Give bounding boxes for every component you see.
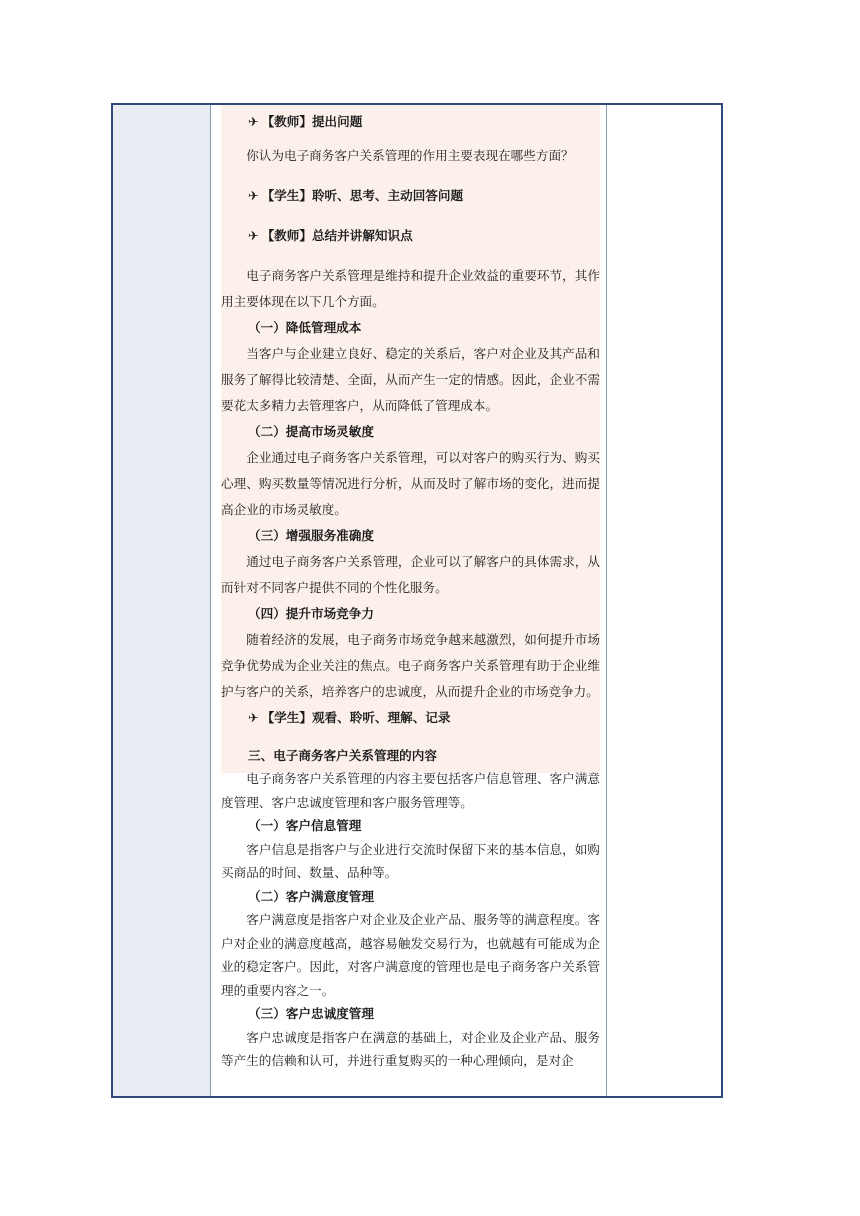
point-text: 随着经济的发展，电子商务市场竞争越来越激烈，如何提升市场竞争优势成为企业关注的焦点。电子商务客户关系管理有助于企业维护与客户的关系，培养客户的忠诚度，从而提升企业的市场竞争力。 (221, 632, 600, 699)
airplane-icon: ✈ (248, 710, 259, 725)
item-text: 客户满意度是指客户对企业及企业产品、服务等的满意程度。客户对企业的满意度越高，越容易触发交易行为，也就越有可能成为企业的稳定客户。因此，对客户满意度的管理也是电子商务客户关系管理的重要内容之一。 (221, 912, 600, 998)
section-intro: 电子商务客户关系管理的内容主要包括客户信息管理、客户满意度管理、客户忠诚度管理和客户服务管理等。 (221, 771, 600, 810)
point-text: 通过电子商务客户关系管理，企业可以了解客户的具体需求，从而针对不同客户提供不同的个性化服务。 (221, 554, 600, 595)
table-content-column (211, 105, 608, 1096)
item-heading: （三）客户忠诚度管理 (248, 1006, 374, 1021)
student-record-tag: ✈ 【学生】观看、聆听、理解、记录 (248, 710, 451, 725)
point-heading: （四）提升市场竞争力 (248, 606, 374, 621)
item-text: 客户忠诚度是指客户在满意的基础上，对企业及企业产品、服务等产生的信赖和认可，并进行重复购买的一种心理倾向，是对企 (221, 1029, 600, 1068)
point-text: 企业通过电子商务客户关系管理，可以对客户的购买行为、购买心理、购买数量等情况进行分析，从而及时了解市场的变化，进而提高企业的市场灵敏度。 (221, 450, 600, 517)
item-heading: （一）客户信息管理 (248, 818, 362, 833)
section-title: 三、电子商务客户关系管理的内容 (248, 748, 437, 763)
table-left-column (113, 105, 211, 1096)
airplane-icon: ✈ (248, 188, 259, 203)
point-text: 当客户与企业建立良好、稳定的关系后，客户对企业及其产品和服务了解得比较清楚、全面，从而产生一定的情感。因此，企业不需要花太多精力去管理客户，从而降低了管理成本。 (221, 346, 600, 413)
item-heading: （二）客户满意度管理 (248, 888, 374, 904)
student-answer-tag: ✈ 【学生】聆听、思考、主动回答问题 (248, 188, 464, 203)
item-text: 客户信息是指客户与企业进行交流时保留下来的基本信息，如购买商品的时间、数量、品种等。 (221, 841, 600, 880)
content-text (221, 105, 600, 1073)
point-heading: （一）降低管理成本 (248, 320, 362, 335)
point-heading: （二）提高市场灵敏度 (248, 424, 374, 439)
activity-intro: 电子商务客户关系管理是维持和提升企业效益的重要环节，其作用主要体现在以下几个方面。 (221, 268, 600, 309)
lesson-table (111, 103, 723, 1098)
teacher-summary-tag: ✈ 【教师】总结并讲解知识点 (248, 228, 413, 243)
point-heading: （三）增强服务准确度 (248, 528, 374, 543)
teacher-ask-tag: ✈ 【教师】提出问题 (248, 114, 363, 129)
question-text: 你认为电子商务客户关系管理的作用主要表现在哪些方面？ (246, 148, 574, 163)
table-right-column (606, 105, 721, 1096)
airplane-icon: ✈ (248, 228, 259, 243)
airplane-icon: ✈ (248, 114, 259, 129)
